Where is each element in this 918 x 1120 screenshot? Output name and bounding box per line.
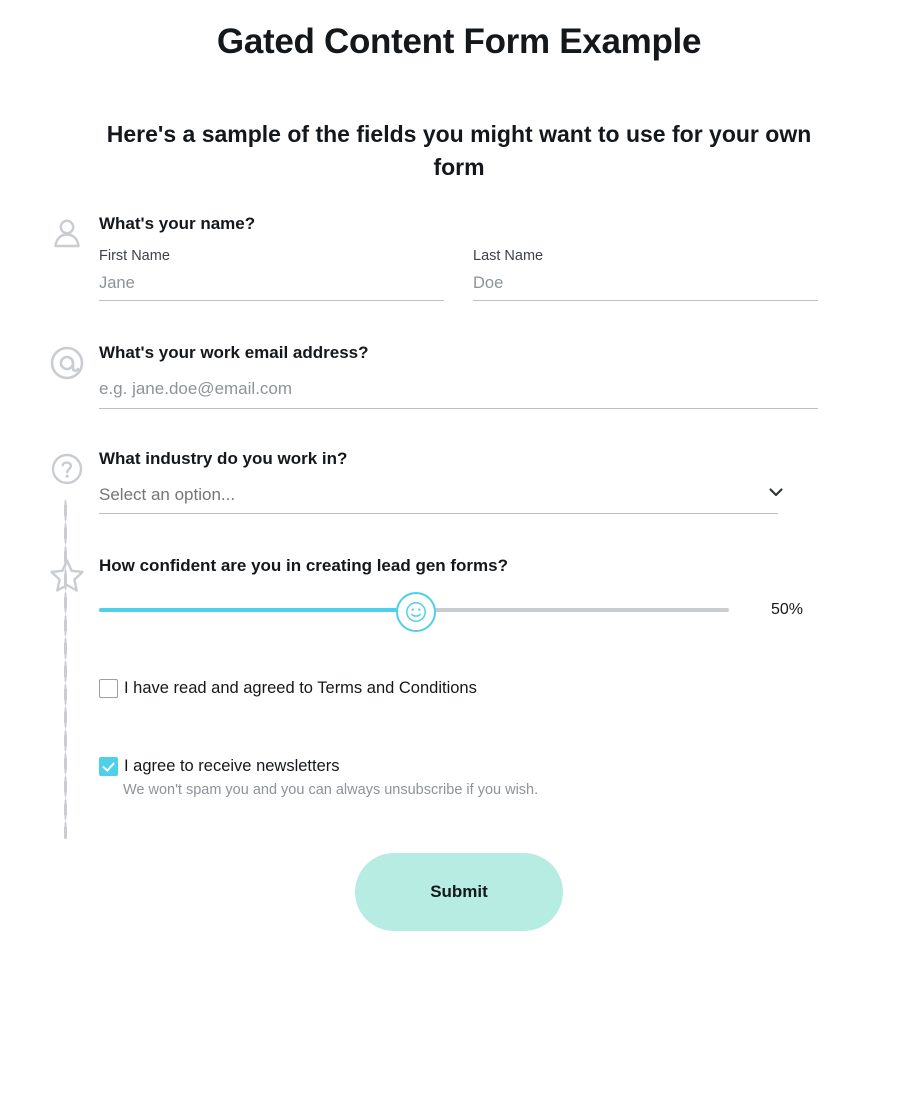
newsletter-help-text: We won't spam you and you can always unsubscribe if you wish.	[123, 782, 539, 798]
newsletter-checkbox-group	[0, 756, 918, 798]
submit-row	[0, 853, 918, 931]
page-subtitle: Here's a sample of the fields you might want to use for your own form	[106, 121, 812, 180]
terms-checkbox[interactable]	[99, 679, 118, 698]
industry-select-wrap[interactable]	[99, 483, 801, 514]
form-page	[0, 22, 918, 1120]
first-name-label: First Name	[99, 248, 170, 264]
name-inputs-row	[99, 248, 818, 301]
first-name-group	[99, 248, 444, 301]
email-input[interactable]	[99, 377, 818, 409]
terms-checkbox-group	[0, 678, 918, 698]
slider-value: 50%	[771, 601, 804, 618]
question-mark-circle-icon	[47, 449, 87, 489]
gated-content-form	[0, 214, 918, 931]
newsletter-checkbox[interactable]	[99, 757, 118, 776]
field-confidence	[0, 556, 918, 630]
field-name-label: What's your name?	[99, 214, 256, 233]
last-name-group	[473, 248, 818, 301]
stepper-rail	[64, 499, 67, 839]
slider-fill	[99, 608, 414, 612]
submit-button[interactable]: Submit	[355, 853, 563, 931]
smiley-face-icon	[405, 601, 427, 623]
first-name-input[interactable]	[99, 272, 444, 301]
field-email	[0, 343, 918, 409]
terms-checkbox-row[interactable]	[99, 678, 918, 698]
last-name-label: Last Name	[473, 248, 544, 264]
star-icon	[47, 556, 87, 596]
slider-thumb[interactable]	[396, 592, 436, 632]
last-name-input[interactable]	[473, 272, 818, 301]
at-sign-icon	[47, 343, 87, 383]
page-title: Gated Content Form Example	[216, 22, 702, 61]
field-industry-label: What industry do you work in?	[99, 449, 348, 468]
field-confidence-label: How confident are you in creating lead gen forms?	[99, 556, 509, 575]
slider-track[interactable]	[99, 608, 729, 612]
newsletter-checkbox-row[interactable]	[99, 756, 918, 776]
field-email-label: What's your work email address?	[99, 343, 369, 362]
field-name	[0, 214, 918, 301]
newsletter-checkbox-label: I agree to receive newsletters	[124, 757, 340, 775]
confidence-slider[interactable]	[99, 590, 818, 630]
person-icon	[47, 214, 87, 254]
field-industry	[0, 449, 918, 514]
terms-checkbox-label: I have read and agreed to Terms and Conditions	[124, 679, 477, 697]
industry-select[interactable]	[99, 483, 778, 514]
